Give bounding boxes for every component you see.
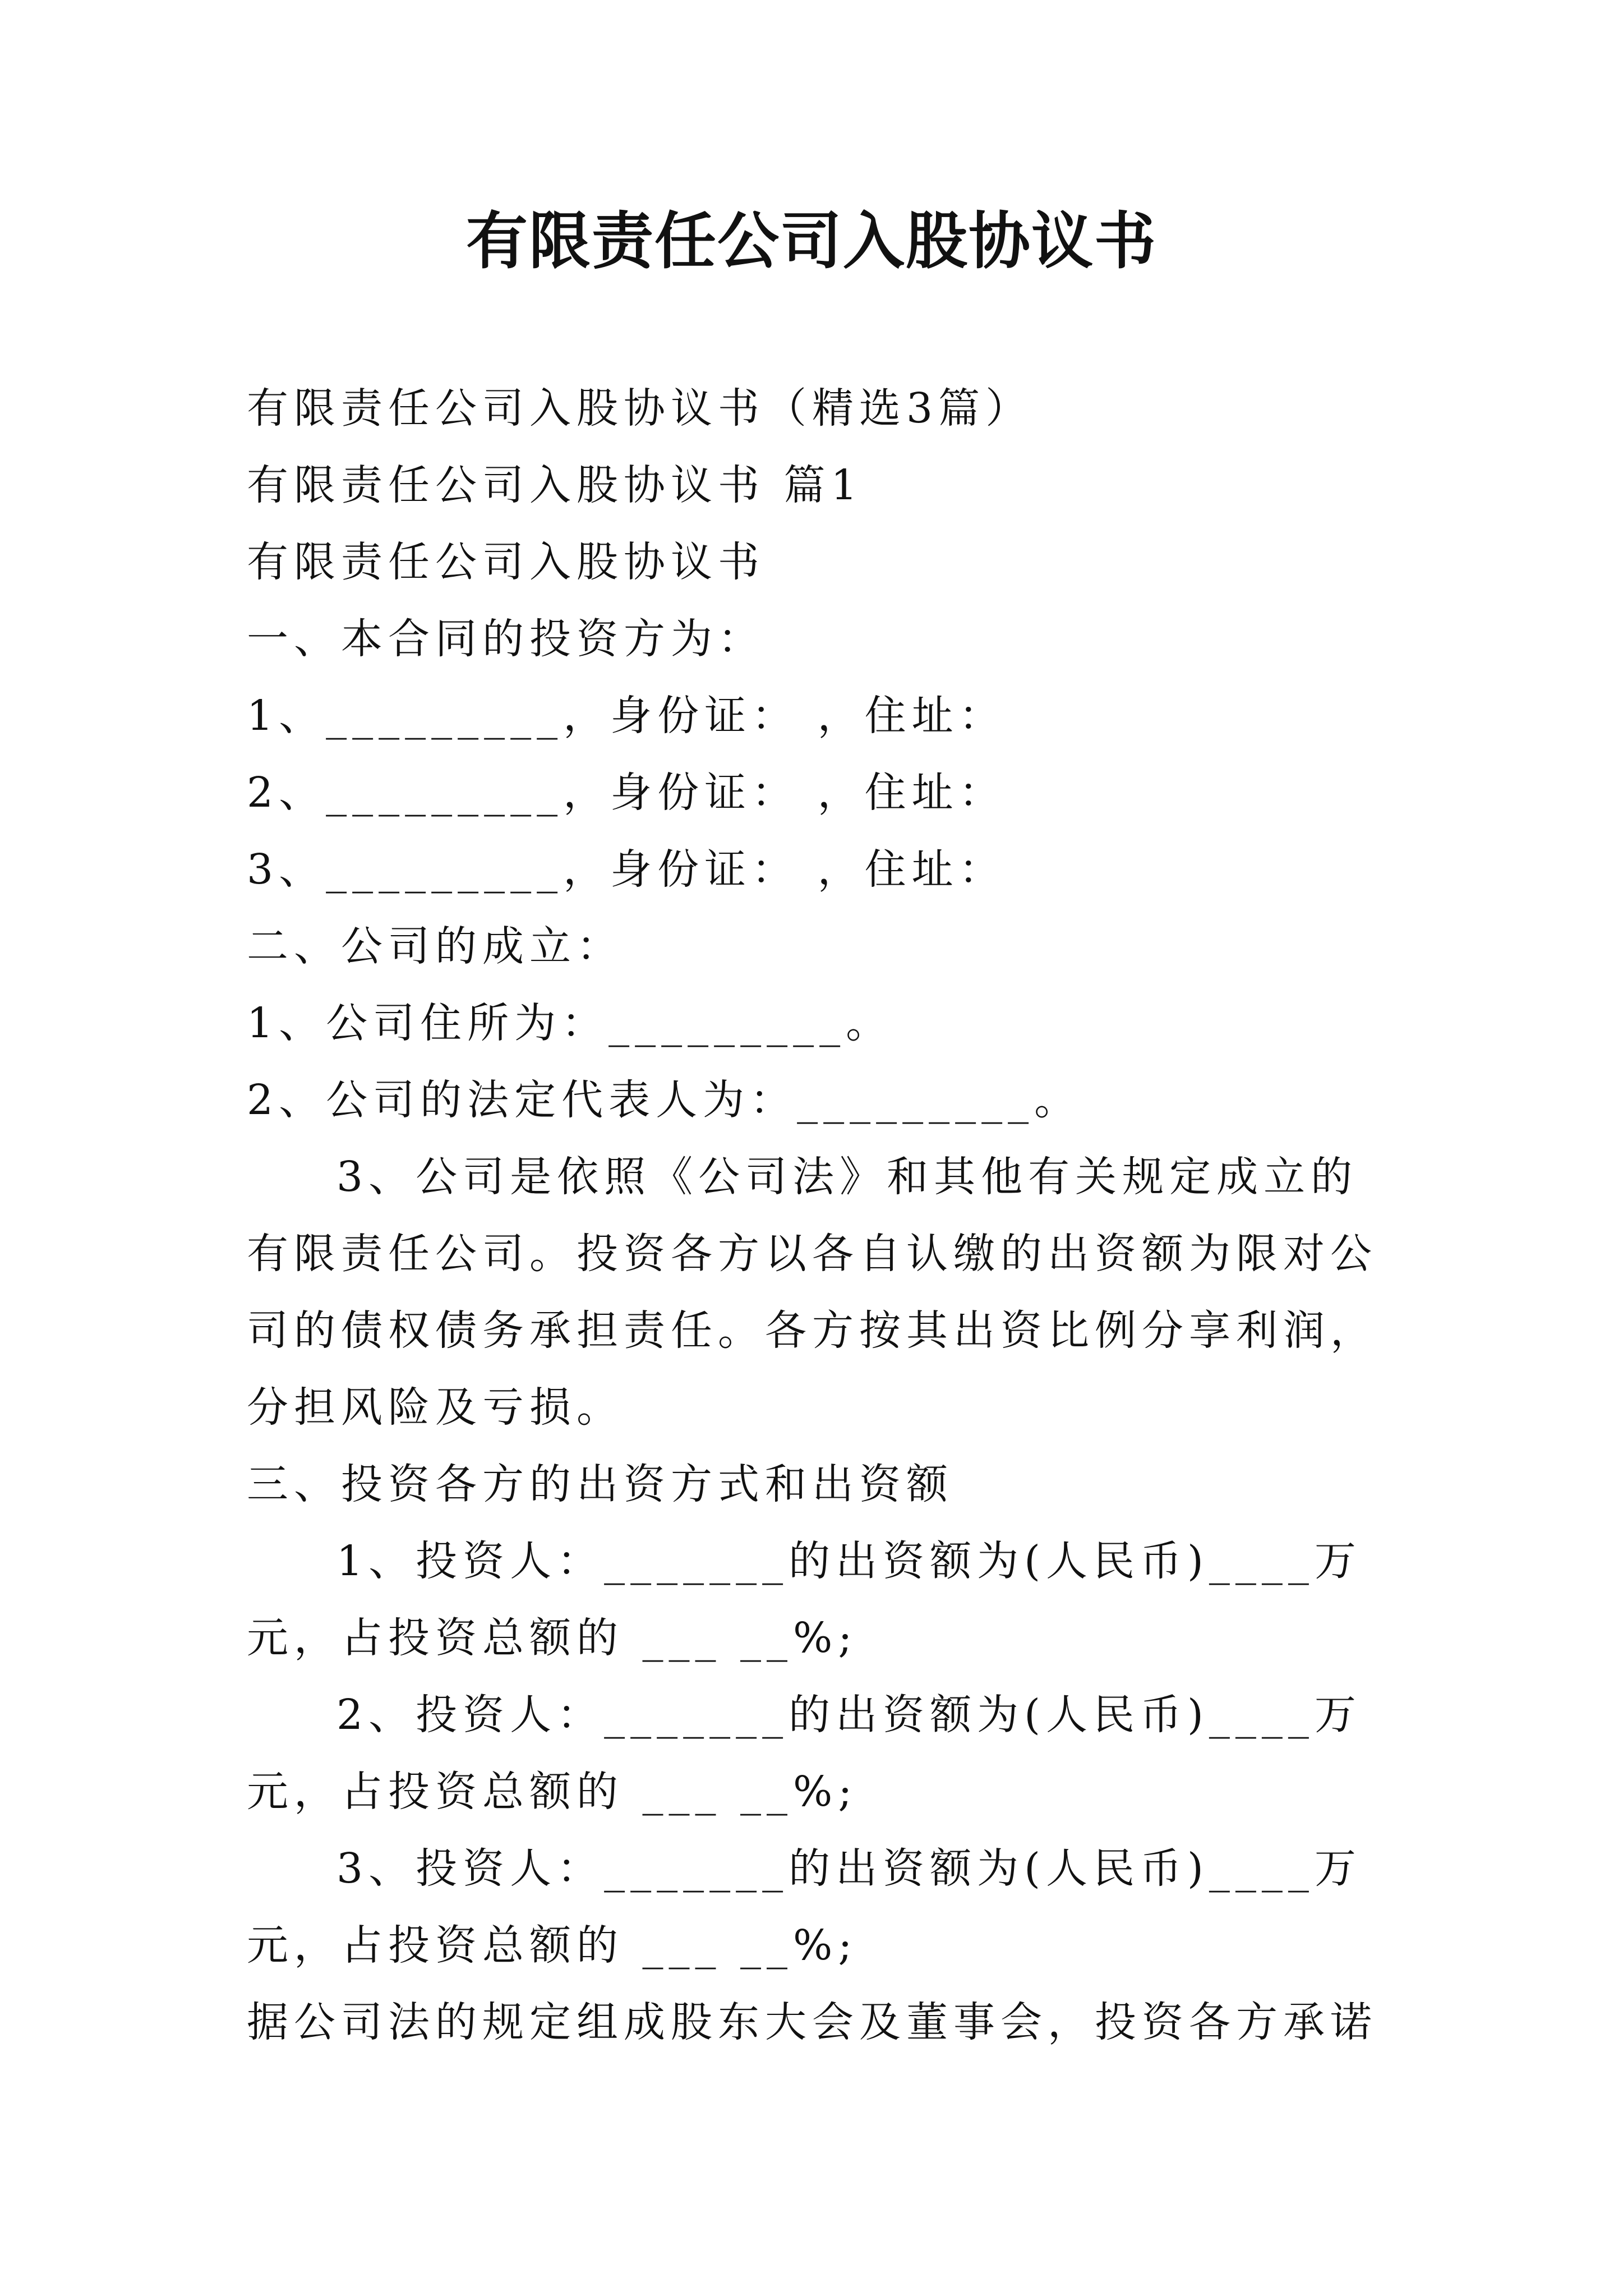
document-body — [247, 370, 1377, 2061]
paragraph-contribution-3: 3、投资人：_______的出资额为(人民币)____万元，占投资总额的 ___ __%; — [247, 1844, 1362, 1970]
paragraph-investor-3: 3、_________，身份证： ，住址： — [247, 845, 1006, 894]
document-title: 有限责任公司入股协议书 — [466, 205, 1157, 277]
paragraph-contribution-2: 2、投资人：_______的出资额为(人民币)____万元，占投资总额的 ___ __%; — [247, 1691, 1362, 1816]
paragraph-shareholders-meeting: 据公司法的规定组成股东大会及董事会，投资各方承诺 — [247, 1998, 1377, 2046]
paragraph-legal-representative: 2、公司的法定代表人为：_________。 — [247, 1076, 1082, 1124]
paragraph-contribution-1: 1、投资人：_______的出资额为(人民币)____万元，占投资总额的 ___ __%; — [247, 1537, 1362, 1662]
paragraph-investor-1: 1、_________，身份证： ，住址： — [247, 692, 1006, 740]
paragraph-contribution-heading: 三、投资各方的出资方式和出资额 — [247, 1460, 953, 1508]
paragraph-subtitle: 有限责任公司入股协议书（精选3篇） — [247, 384, 1033, 432]
paragraph-company-address: 1、公司住所为：_________。 — [247, 999, 893, 1047]
paragraph-investors-heading: 一、本合同的投资方为： — [247, 615, 765, 663]
paragraph-investor-2: 2、_________，身份证： ，住址： — [247, 769, 1006, 817]
paragraph-agreement-title: 有限责任公司入股协议书 — [247, 538, 765, 586]
paragraph-section-heading: 有限责任公司入股协议书 篇1 — [247, 461, 863, 509]
paragraph-establishment-heading: 二、公司的成立： — [247, 922, 624, 970]
paragraph-company-law: 3、公司是依照《公司法》和其他有关规定成立的有限责任公司。投资各方以各自认缴的出资额为限对公司的债权债务承担责任。各方按其出资比例分享利润，分担风险及亏损。 — [247, 1153, 1377, 1432]
